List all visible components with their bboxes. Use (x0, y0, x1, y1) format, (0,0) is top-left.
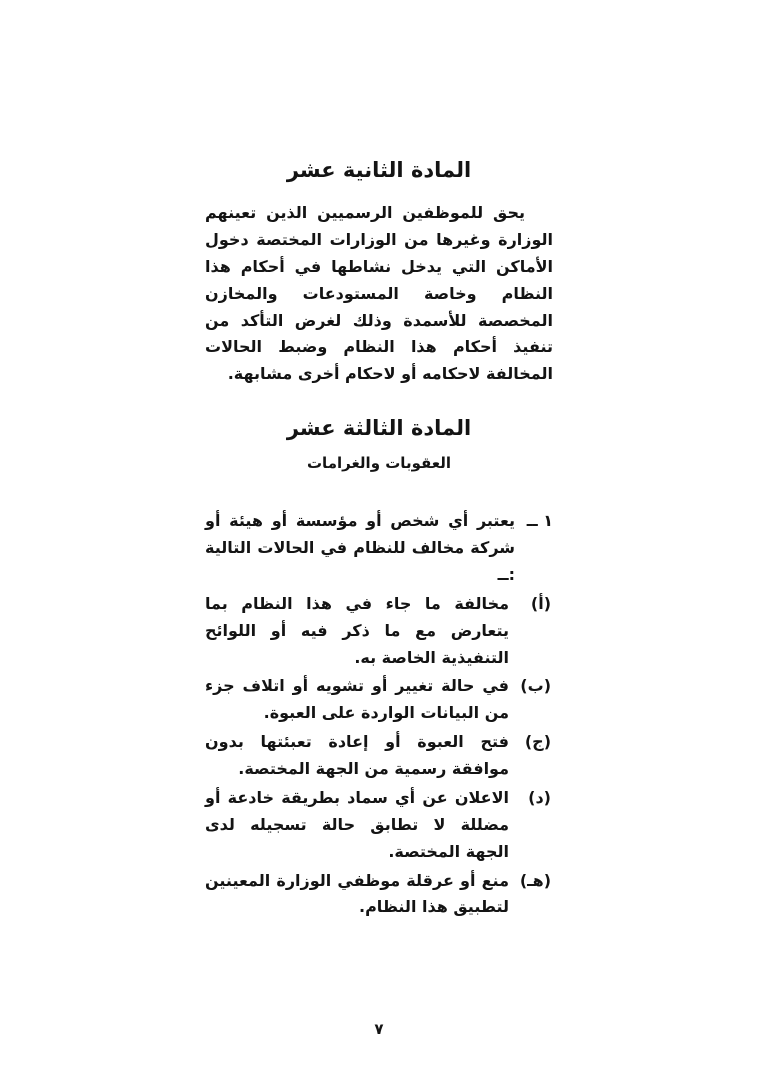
subitem-a-marker: (أ) (530, 593, 551, 613)
text-column (205, 0, 553, 921)
article-13-subtitle: العقوبات والغرامات (306, 454, 452, 473)
article-13-title: المادة الثالثة عشر (286, 416, 472, 441)
subitem-b-text: في حالة تغيير أو تشويه أو اتلاف جزء من البيانات الواردة على العبوة. (205, 676, 509, 723)
subitem-j-marker: (ج) (524, 732, 551, 752)
list-item-1-text: يعتبر أي شخص أو مؤسسة أو هيئة أو شركة مخالف للنظام في الحالات التالية :ــ (205, 511, 515, 584)
subitem-h-marker: (هـ) (519, 870, 551, 890)
subitem-j-text: فتح العبوة أو إعادة تعبئتها بدون موافقة رسمية من الجهة المختصة. (205, 732, 509, 778)
list-subitem-a (205, 591, 553, 672)
list-subitem-d (205, 785, 553, 866)
subitem-d-marker: (د) (528, 787, 551, 807)
list-subitem-h (205, 868, 553, 922)
list-subitem-j (205, 729, 553, 783)
violations-list (205, 508, 553, 921)
subitem-b-marker: (ب) (520, 676, 551, 696)
subitem-a-text: مخالفة ما جاء في هذا النظام بما يتعارض مع ما ذكر فيه أو اللوائح التنفيذية الخاصة به. (205, 593, 509, 667)
subitem-h-text: منع أو عرقلة موظفي الوزارة المعينين لتطبيق هذا النظام. (205, 870, 509, 917)
list-subitem-b (205, 673, 553, 727)
list-item-1-marker: ١ ــ (526, 511, 553, 531)
article-12-title: المادة الثانية عشر (286, 158, 472, 182)
subitem-d-text: الاعلان عن أي سماد بطريقة خادعة أو مضللة لا تطابق حالة تسجيله لدى الجهة المختصة. (205, 787, 509, 861)
page-number: ٧ (374, 1020, 384, 1038)
list-item-1 (205, 508, 553, 589)
article-12-body: يحق للموظفين الرسميين الذين تعينهم الوزارة وغيرها من الوزارات المختصة دخول الأماكن التي يدخل نشاطها في أحكام هذا النظام وخاصة المستودعات والمخازن المخصصة للأسمدة وذلك لغرض التأكد من تنفيذ أحكام هذا النظام وضبط الحالات المخالفة لاحكامه أو لاحكام أخرى مشابهة. (205, 203, 553, 384)
